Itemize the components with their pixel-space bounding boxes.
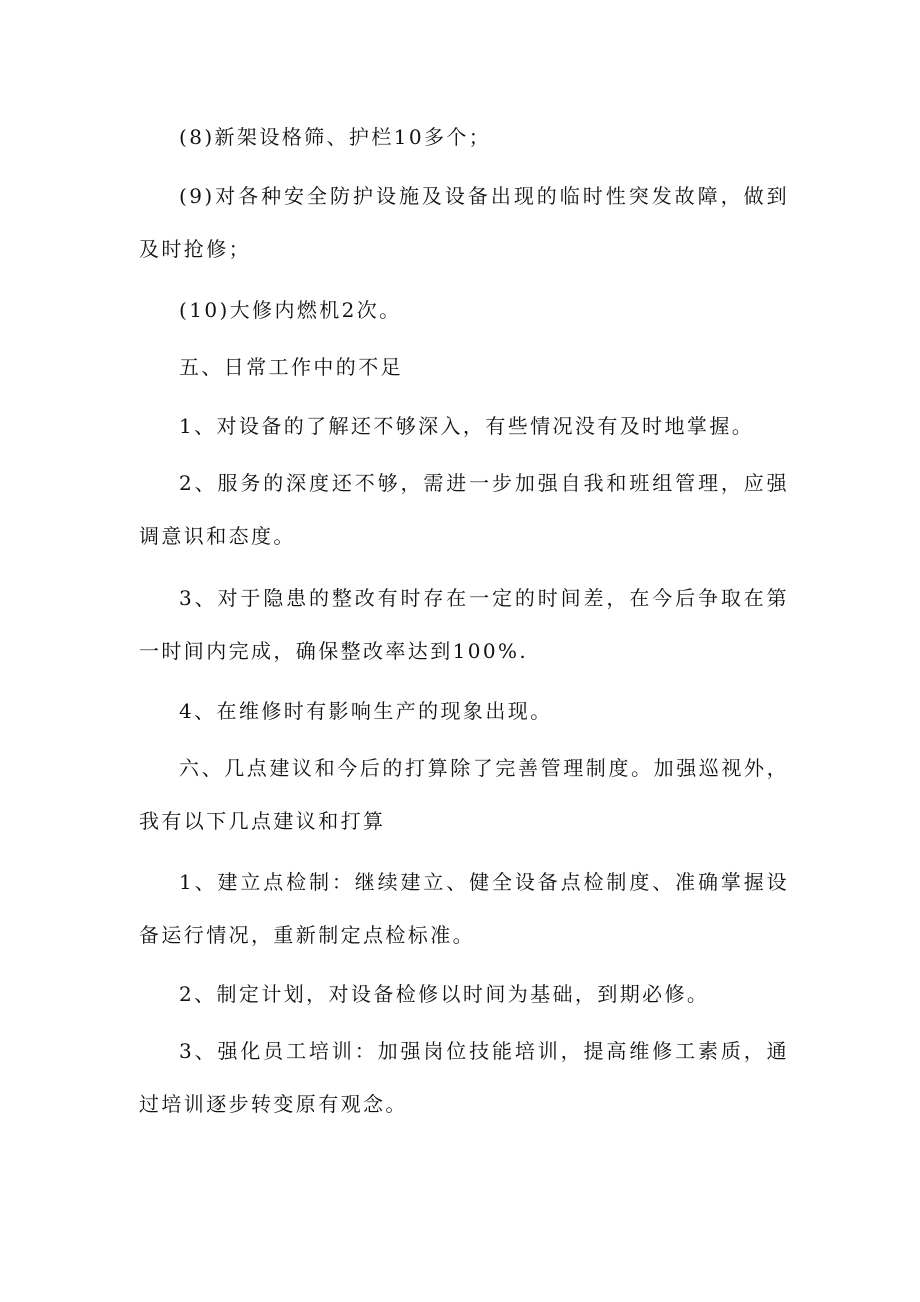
shortcoming-item-2: 2、服务的深度还不够，需进一步加强自我和班组管理，应强调意识和态度。 [139, 471, 789, 548]
suggestion-item-3: 3、强化员工培训：加强岗位技能培训，提高维修工素质，通过培训逐步转变原有观念。 [139, 1039, 789, 1116]
suggestion-item-1: 1、建立点检制：继续建立、健全设备点检制度、准确掌握设备运行情况，重新制定点检标准。 [139, 870, 789, 947]
suggestion-item-2: 2、制定计划，对设备检修以时间为基础，到期必修。 [179, 982, 710, 1006]
shortcoming-item-3: 3、对于隐患的整改有时存在一定的时间差，在今后争取在第一时间内完成，确保整改率达到100%. [139, 586, 789, 663]
section-heading-shortcomings: 五、日常工作中的不足 [179, 355, 403, 379]
shortcoming-item-4: 4、在维修时有影响生产的现象出现。 [179, 699, 553, 723]
section-heading-suggestions: 六、几点建议和今后的打算除了完善管理制度。加强巡视外，我有以下几点建议和打算 [139, 756, 789, 833]
list-item-9: (9)对各种安全防护设施及设备出现的临时性突发故障，做到及时抢修； [139, 184, 789, 261]
list-item-8: (8)新架设格筛、护栏10多个； [179, 125, 492, 149]
list-item-10: (10)大修内燃机2次。 [179, 298, 402, 322]
shortcoming-item-1: 1、对设备的了解还不够深入，有些情况没有及时地掌握。 [179, 414, 755, 438]
